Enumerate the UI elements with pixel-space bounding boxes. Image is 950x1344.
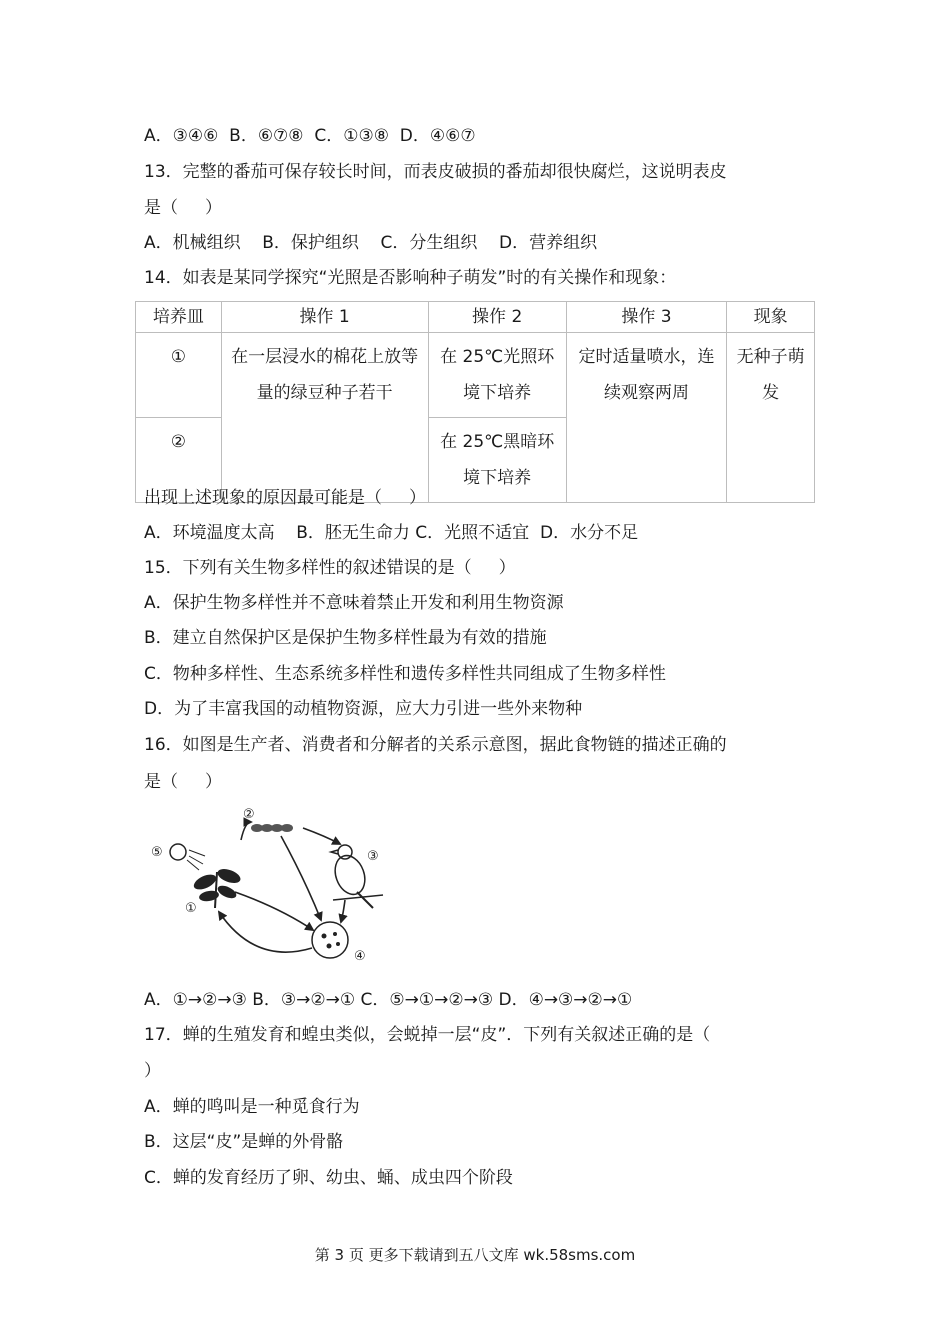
- page-footer: 第 3 页 更多下载请到五八文库 wk.58sms.com: [314, 1246, 636, 1264]
- experiment-table: [135, 301, 815, 503]
- q13-options: A．机械组织 B．保护组织 C．分生组织 D．营养组织: [144, 233, 598, 253]
- q13-stem-line1: 13．完整的番茄可保存较长时间，而表皮破损的番茄却很快腐烂，这说明表皮: [144, 162, 727, 182]
- dish-2: ②: [136, 418, 222, 503]
- q17-stem-line1: 17．蝉的生殖发育和蝗虫类似，会蜕掉一层“皮”．下列有关叙述正确的是（: [144, 1025, 711, 1045]
- label-5: ⑤: [151, 845, 163, 860]
- op3-cell: 定时适量喷水，连续观察两周: [566, 333, 726, 503]
- sun-icon: [170, 844, 205, 870]
- dish-1: ①: [136, 333, 222, 418]
- q17-option-c: C．蝉的发育经历了卵、幼虫、蛹、成虫四个阶段: [144, 1168, 513, 1188]
- header-dish: 培养皿: [136, 302, 222, 333]
- q16-options: A．①→②→③ B．③→②→① C．⑤→①→②→③ D．④→③→②→①: [144, 990, 633, 1010]
- q13-stem-line2: 是（ ）: [144, 198, 223, 218]
- q17-option-a: A．蝉的鸣叫是一种觅食行为: [144, 1097, 360, 1117]
- food-chain-diagram: [145, 800, 390, 972]
- label-3: ③: [367, 849, 379, 864]
- op2-dish2: 在 25℃黑暗环境下培养: [428, 418, 566, 503]
- table-header-row: [136, 302, 815, 333]
- label-2: ②: [243, 807, 255, 822]
- q14-options: A．环境温度太高 B．胚无生命力 C．光照不适宜 D．水分不足: [144, 523, 639, 543]
- op1-cell: 在一层浸水的棉花上放等量的绿豆种子若干: [221, 333, 428, 503]
- header-result: 现象: [727, 302, 815, 333]
- q12-options: A．③④⑥ B．⑥⑦⑧ C．①③⑧ D．④⑥⑦: [144, 126, 476, 146]
- q15-stem: 15．下列有关生物多样性的叙述错误的是（ ）: [144, 558, 516, 578]
- q15-option-d: D．为了丰富我国的动植物资源，应大力引进一些外来物种: [144, 699, 583, 719]
- label-4: ④: [354, 949, 366, 964]
- result-cell: 无种子萌发: [727, 333, 815, 503]
- header-op2: 操作 2: [428, 302, 566, 333]
- header-op3: 操作 3: [566, 302, 726, 333]
- q15-option-c: C．物种多样性、生态系统多样性和遗传多样性共同组成了生物多样性: [144, 664, 666, 684]
- q15-option-b: B．建立自然保护区是保护生物多样性最为有效的措施: [144, 628, 547, 648]
- table-row: [136, 333, 815, 418]
- q16-stem-line1: 16．如图是生产者、消费者和分解者的关系示意图，据此食物链的描述正确的: [144, 735, 727, 755]
- decomposer-icon: [312, 922, 348, 958]
- q16-stem-line2: 是（ ）: [144, 772, 223, 792]
- q14-stem: 14．如表是某同学探究“光照是否影响种子萌发”时的有关操作和现象：: [144, 268, 677, 288]
- header-op1: 操作 1: [221, 302, 428, 333]
- q14-question: 出现上述现象的原因最可能是（ ）: [144, 488, 427, 508]
- op2-dish1: 在 25℃光照环境下培养: [428, 333, 566, 418]
- q17-stem-line2: ）: [144, 1061, 161, 1081]
- caterpillar-icon: [251, 824, 293, 832]
- label-1: ①: [185, 901, 197, 916]
- q15-option-a: A．保护生物多样性并不意味着禁止开发和利用生物资源: [144, 593, 564, 613]
- plant-icon: [192, 866, 243, 908]
- q17-option-b: B．这层“皮”是蝉的外骨骼: [144, 1132, 344, 1152]
